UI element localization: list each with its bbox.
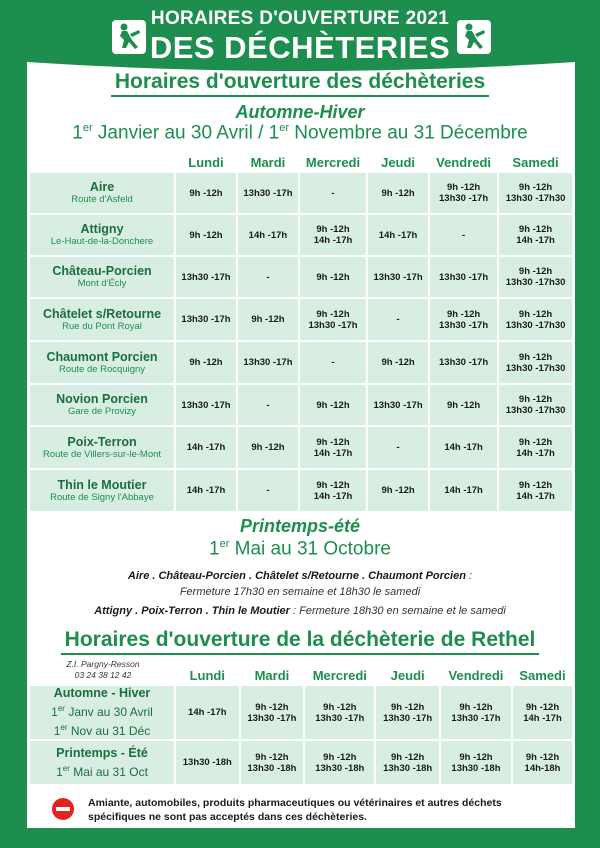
hours-text: 9h -12h xyxy=(518,224,553,235)
hours-cell xyxy=(499,470,572,511)
hours-text: 9h -12h xyxy=(189,357,223,368)
hours-text: - xyxy=(396,442,400,453)
site-name: Aire xyxy=(89,180,115,194)
hours-cell xyxy=(300,470,366,511)
hours-text: 9h -12h xyxy=(518,394,553,405)
hours-cell xyxy=(376,686,439,739)
hours-text: 9h -12h xyxy=(316,399,350,411)
site-name: Châtelet s/Retourne xyxy=(42,306,162,321)
rethel-address-line: Z.I. Pargny-Resson xyxy=(66,659,140,669)
hours-cell xyxy=(441,686,511,739)
hours-text: 13h30 -18h xyxy=(451,762,501,774)
hours-cell xyxy=(499,299,572,340)
season-dates-spring-summer: 1er Mai au 31 Octobre xyxy=(209,538,391,560)
hours-cell xyxy=(368,257,428,297)
hours-text: 13h30 -17h xyxy=(451,712,501,724)
corner-cell xyxy=(30,153,174,171)
hours-cell xyxy=(300,342,366,383)
hours-text: 13h30 -17h xyxy=(439,357,489,368)
hours-cell xyxy=(176,173,236,213)
hours-text: 13h30 -17h xyxy=(181,271,231,283)
day-header: Mercredi xyxy=(305,154,361,170)
hours-cell xyxy=(176,385,236,425)
hours-cell xyxy=(513,686,572,739)
summer-note-2: Attigny . Poix-Terron . Thin le Moutier : Fermeture 18h30 en semaine et le samedi xyxy=(94,605,506,617)
hours-text: 13h30 -17h xyxy=(181,314,231,325)
recycling-person-icon xyxy=(457,20,491,54)
hours-text: 9h -12h xyxy=(518,479,553,491)
hours-text: 13h30 -17h30 xyxy=(505,405,566,416)
hours-text: 14h -17h xyxy=(313,235,353,246)
season-spring-summer: Printemps-été xyxy=(239,516,361,536)
day-header: Mercredi xyxy=(312,667,367,683)
hours-text: 13h30 -17h xyxy=(181,399,231,411)
summer-note-1-text: Fermeture 17h30 en semaine et 18h30 le samedi xyxy=(179,586,421,598)
rethel-day-header-row xyxy=(30,666,572,684)
section-title-all: Horaires d'ouverture des déchèteries xyxy=(0,70,600,97)
hours-text: 13h30 -17h xyxy=(247,712,297,724)
hours-text: 14h -17h xyxy=(313,447,353,459)
site-address: Route de Rocquigny xyxy=(58,363,146,375)
hours-text: 9h -12h xyxy=(316,271,350,283)
hours-text: 13h30 -17h xyxy=(373,399,423,411)
hours-cell xyxy=(368,215,428,255)
hours-cell xyxy=(430,427,497,468)
season-dates-autumn-winter: 1er Janvier au 30 Avril / 1er Novembre au 31 Décembre xyxy=(72,122,528,144)
hours-cell xyxy=(300,299,366,340)
site-address: Route d'Asfeld xyxy=(71,194,133,205)
hours-text: 13h30 -17h30 xyxy=(505,319,566,331)
hours-text: 14h -17h xyxy=(186,442,226,453)
hours-text: 9h -12h xyxy=(251,314,285,325)
hours-text: 13h30 -17h xyxy=(373,271,423,283)
hours-cell xyxy=(241,741,304,784)
hours-text: - xyxy=(331,357,335,368)
recycling-person-icon xyxy=(112,20,146,54)
hours-text: 14h -17h xyxy=(313,490,353,502)
header-title-line2: DES DÉCHÈTERIES xyxy=(149,30,451,65)
hours-cell xyxy=(176,686,239,739)
header-title-line1: HORAIRES D'OUVERTURE 2021 xyxy=(150,8,450,29)
hours-cell xyxy=(430,257,497,297)
hours-text: 9h -12h xyxy=(381,485,415,496)
day-header: Lundi xyxy=(189,667,225,683)
hours-text: 13h30 -17h xyxy=(383,712,433,724)
hours-text: - xyxy=(396,314,400,325)
hours-cell xyxy=(300,427,366,468)
day-header: Lundi xyxy=(188,154,224,170)
hours-text: 13h30 -17h xyxy=(243,357,293,368)
site-cell xyxy=(30,215,174,255)
hours-cell xyxy=(176,215,236,255)
hours-text: 14h -17h xyxy=(186,485,226,496)
hours-cell xyxy=(176,427,236,468)
hours-cell xyxy=(513,741,572,784)
site-cell xyxy=(30,385,174,425)
section-title-rethel: Horaires d'ouverture de la déchèterie de Rethel xyxy=(0,628,600,655)
hours-text: - xyxy=(266,485,270,496)
hours-cell xyxy=(300,215,366,255)
hours-cell xyxy=(176,299,236,340)
hours-text: 9h -12h xyxy=(255,751,289,763)
hours-text: - xyxy=(266,399,270,411)
hours-cell xyxy=(499,173,572,213)
hours-cell xyxy=(238,215,298,255)
site-name: Attigny xyxy=(80,222,124,236)
hours-text: 13h30 -17h30 xyxy=(505,193,566,204)
site-row xyxy=(30,215,572,255)
schedule-table xyxy=(28,151,574,513)
rethel-schedule-table xyxy=(28,664,574,786)
hours-text: 13h30 -17h xyxy=(315,712,365,724)
hours-cell xyxy=(176,470,236,511)
hours-text: - xyxy=(462,229,466,241)
site-row xyxy=(30,385,572,425)
hours-text: 13h30 -17h xyxy=(243,187,293,199)
hours-cell xyxy=(238,342,298,383)
site-name: Poix-Terron xyxy=(67,434,137,449)
hours-text: 9h -12h xyxy=(459,701,493,713)
hours-cell xyxy=(238,470,298,511)
day-header: Mardi xyxy=(254,667,290,683)
hours-text: 9h -12h xyxy=(323,701,357,713)
hours-text: 9h -12h xyxy=(316,436,350,448)
hours-cell xyxy=(368,299,428,340)
hours-text: 9h -12h xyxy=(525,751,560,763)
hours-text: 13h30 -17h xyxy=(439,319,489,331)
hours-cell xyxy=(176,257,236,297)
hours-cell xyxy=(376,741,439,784)
day-header: Mardi xyxy=(250,154,286,170)
hours-text: 9h -12h xyxy=(316,308,350,320)
hours-text: 14h -17h xyxy=(523,712,562,724)
hours-text: 9h -12h xyxy=(391,701,425,713)
site-name: Château-Porcien xyxy=(52,264,152,278)
site-cell xyxy=(30,427,174,468)
hours-cell xyxy=(238,385,298,425)
site-cell xyxy=(30,299,174,340)
hours-cell xyxy=(238,299,298,340)
day-header: Jeudi xyxy=(381,154,416,170)
hours-text: 13h30 -17h xyxy=(439,193,489,204)
site-address: Gare de Provizy xyxy=(67,406,137,417)
hours-cell xyxy=(305,686,374,739)
hours-text: 9h -12h xyxy=(381,357,415,368)
rethel-season-cell: Printemps - Été 1er Mai au 31 Oct xyxy=(30,741,174,784)
hours-cell xyxy=(499,342,572,383)
hours-text: 9h -12h xyxy=(525,701,560,713)
hours-text: 14h-18h xyxy=(524,762,561,774)
hours-text: 14h -17h xyxy=(378,229,418,241)
hours-cell xyxy=(499,257,572,297)
hours-cell xyxy=(430,385,497,425)
hours-cell xyxy=(499,215,572,255)
hours-cell xyxy=(441,741,511,784)
hours-text: 9h -12h xyxy=(518,182,553,193)
site-row xyxy=(30,470,572,511)
hours-cell xyxy=(241,686,304,739)
no-entry-icon xyxy=(52,798,74,820)
hours-text: 9h -12h xyxy=(316,224,350,235)
hours-cell xyxy=(430,299,497,340)
hours-cell xyxy=(238,173,298,213)
summer-note-1: Aire . Château-Porcien . Châtelet s/Retourne . Chaumont Porcien : xyxy=(127,570,473,582)
site-cell xyxy=(30,173,174,213)
site-name: Thin le Moutier xyxy=(57,477,147,492)
site-row xyxy=(30,299,572,340)
hours-cell xyxy=(300,173,366,213)
hours-cell xyxy=(430,173,497,213)
day-header: Vendredi xyxy=(436,154,492,170)
hours-text: 9h -12h xyxy=(459,751,493,763)
site-address: Mont d'Écly xyxy=(77,278,127,289)
site-cell xyxy=(30,342,174,383)
hours-text: 9h -12h xyxy=(446,308,481,320)
site-address: Le-Haut-de-la-Donchere xyxy=(50,236,154,247)
hours-text: 9h -12h xyxy=(391,751,425,763)
site-cell xyxy=(30,470,174,511)
hours-text: 13h30 -18h xyxy=(247,762,297,774)
hours-text: 9h -12h xyxy=(189,229,223,241)
hours-text: 9h -12h xyxy=(446,182,481,193)
hours-cell xyxy=(305,741,374,784)
season-autumn-winter: Automne-Hiver xyxy=(235,102,365,122)
hours-text: 9h -12h xyxy=(518,266,553,277)
hours-text: 13h30 -17h xyxy=(439,271,489,283)
hours-cell xyxy=(430,215,497,255)
hours-text: 13h30 -18h xyxy=(383,762,433,774)
hours-text: 14h -17h xyxy=(248,229,288,241)
hours-cell xyxy=(430,342,497,383)
hours-text: - xyxy=(331,187,335,199)
hours-text: 9h -12h xyxy=(518,351,553,363)
hours-cell xyxy=(176,342,236,383)
hours-text: 9h -12h xyxy=(381,187,415,199)
hours-cell xyxy=(499,385,572,425)
hours-text: 9h -12h xyxy=(189,187,223,199)
rethel-phone: 03 24 38 12 42 xyxy=(74,670,132,680)
hours-text: 13h30 -18h xyxy=(182,757,232,768)
day-header: Samedi xyxy=(519,667,566,683)
hours-text: 14h -17h xyxy=(444,485,483,496)
site-address: Rue du Pont Royal xyxy=(62,320,142,332)
site-cell xyxy=(30,257,174,297)
hours-text: 13h30 -17h30 xyxy=(505,362,566,374)
footer-warning: Amiante, automobiles, produits pharmaceutiques ou vétérinaires et autres déchets spécifiques ne sont pas acceptés dans ces déchèteries. xyxy=(88,797,502,823)
hours-cell xyxy=(368,173,428,213)
hours-text: 9h -12h xyxy=(518,308,553,320)
hours-cell xyxy=(300,385,366,425)
rethel-season-cell: Automne - Hiver 1er Janv au 30 Avril 1er Nov au 31 Déc xyxy=(30,686,174,739)
hours-text: - xyxy=(266,271,270,283)
day-header-row xyxy=(30,153,572,171)
corner-cell xyxy=(30,666,174,684)
rethel-row-spring-summer xyxy=(30,741,572,784)
hours-text: 9h -12h xyxy=(518,436,553,448)
site-name: Chaumont Porcien xyxy=(46,349,158,364)
site-row xyxy=(30,257,572,297)
hours-text: 9h -12h xyxy=(323,751,357,763)
hours-text: 9h -12h xyxy=(251,442,285,453)
hours-text: 14h -17h xyxy=(188,707,227,718)
hours-cell xyxy=(368,470,428,511)
hours-cell xyxy=(368,385,428,425)
hours-text: 9h -12h xyxy=(446,399,481,411)
hours-text: 9h -12h xyxy=(316,479,350,491)
site-row xyxy=(30,427,572,468)
site-address: Route de Signy l'Abbaye xyxy=(50,491,154,503)
hours-cell xyxy=(300,257,366,297)
day-header: Samedi xyxy=(512,154,559,170)
site-name: Novion Porcien xyxy=(56,392,148,406)
day-header: Jeudi xyxy=(390,667,425,683)
rethel-row-autumn-winter xyxy=(30,686,572,739)
hours-cell xyxy=(368,342,428,383)
hours-text: 14h -17h xyxy=(444,442,483,453)
site-address: Route de Villers-sur-le-Mont xyxy=(42,448,162,460)
day-header: Vendredi xyxy=(448,667,504,683)
hours-cell xyxy=(430,470,497,511)
hours-text: 14h -17h xyxy=(516,447,555,459)
hours-cell xyxy=(238,427,298,468)
hours-cell xyxy=(176,741,239,784)
hours-cell xyxy=(499,427,572,468)
hours-text: 14h -17h xyxy=(516,235,555,246)
hours-text: 14h -17h xyxy=(516,490,555,502)
hours-text: 13h30 -18h xyxy=(315,762,365,774)
hours-text: 9h -12h xyxy=(255,701,289,713)
hours-text: 13h30 -17h30 xyxy=(505,277,566,288)
site-row xyxy=(30,173,572,213)
hours-text: 13h30 -17h xyxy=(308,319,358,331)
site-row xyxy=(30,342,572,383)
hours-cell xyxy=(368,427,428,468)
hours-cell xyxy=(238,257,298,297)
